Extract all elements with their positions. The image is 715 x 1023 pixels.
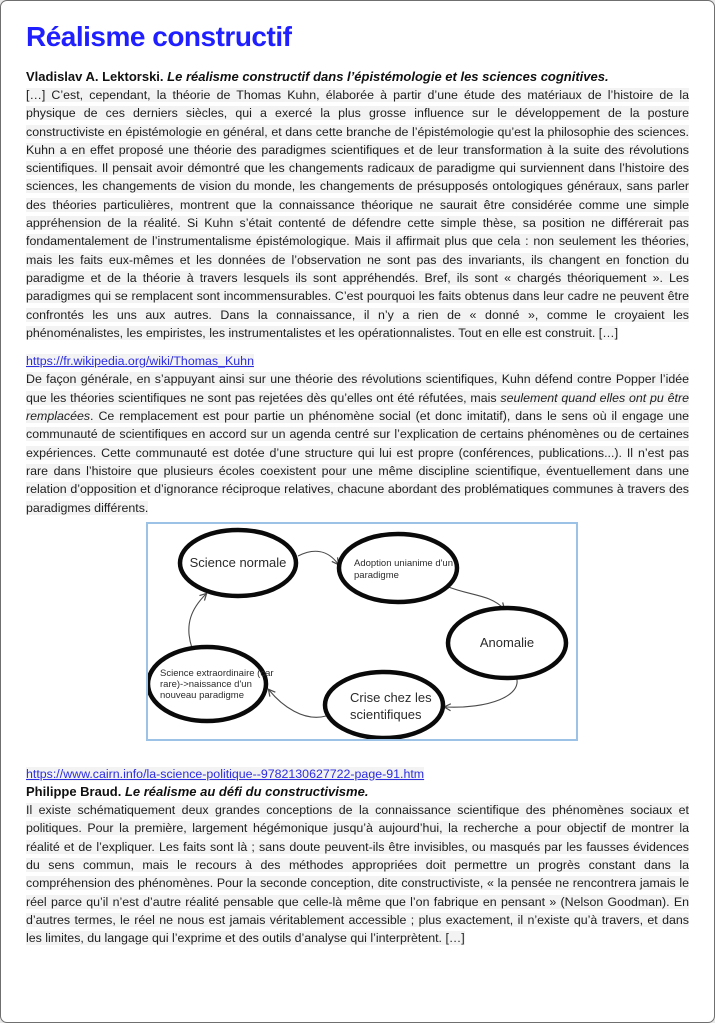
- cairn-link[interactable]: https://www.cairn.info/la-science-politique--9782130627722-page-91.htm: [26, 766, 425, 781]
- lektorski-author-name: Vladislav A. Lektorski.: [26, 69, 164, 84]
- adoption-paradigme-label-1: Adoption unianime d'un: [354, 557, 453, 569]
- lektorski-paragraph-text: […] C’est, cependant, la théorie de Thomas Kuhn, élaborée à partir d’une étude des matériaux de l’histoire de la physique de ces derniers siècles, qui a exercé la plus grosse influence sur le développement de la posture constructiviste en épistémologie en général, et dans cette branche de l’épistémologie qu’est la philosophie des sciences. Kuhn a en effet proposé une théorie des paradigmes scientifiques et de leur transformation à la suite des révolutions scientifiques. Il pensait avoir démontré que les changements radicaux de paradigme qui surviennent dans l’histoire des sciences, les changements de vision du monde, les changements de présupposés ontologiques généraux, sans parler des théories particulières, montrent que la connaissance théorique ne saurait être considérée comme une simple appréhension de la réalité. Si Kuhn s’était contenté de défendre cette simple thèse, sa position ne différerait pas fondamentalement de l’instrumentalisme épistémologique. Mais il affirmait plus que cela : non seulement les théories, mais les faits eux-mêmes et les données de l’observation ne sont pas des invariants, ils changent en fonction du paradigme et de la théorie à travers lesquels ils sont appréhendés. Bref, ils sont « chargés théoriquement ». Les paradigmes qui se remplacent sont incommensurables. C’est pourquoi les faits obtenus dans leur cadre ne peuvent être confrontés les uns aux autres. Dans la connaissance, il n’y a rien de « donné », comme le croyaient les phénoménalistes, les empiristes, les instrumentalistes et les opérationnalistes. Tout en elle est construit. […]: [26, 88, 689, 340]
- adoption-paradigme-label-2: paradigme: [354, 569, 399, 581]
- crise-label-1: Crise chez les: [350, 689, 432, 705]
- anomalie-label: Anomalie: [479, 634, 535, 650]
- wikipedia-link-line: [26, 352, 689, 370]
- crise-label-2: scientifiques: [350, 706, 422, 722]
- lektorski-paragraph: [26, 86, 689, 342]
- edge-adoption-to-anomalie: [446, 586, 504, 609]
- node-science-normale: [180, 530, 296, 596]
- science-normale-label: Science normale: [189, 554, 287, 570]
- kuhn-cycle-diagram: [146, 522, 578, 741]
- edge-normale-to-adoption: [298, 551, 338, 564]
- kuhn-paragraph-text: De façon générale, en s’appuyant ainsi sur une théorie des révolutions scientifiques, Kuhn défend contre Popper l’idée que les théories scientifiques ne sont pas rejetées dès qu’elles ont été réfutées, mais seulement quand elles ont pu être remplacées. Ce remplacement est pour partie un phénomène social (et donc imitatif), dans le sens où il engage une communauté de scientifiques en accord sur un agenda centré sur l’explication de certains phénomènes ou de certaines expériences. Cette communauté est dotée d’une structure qui lui est propre (conférences, publications...). Il n’est pas rare dans l’histoire que plusieurs écoles coexistent pour une même discipline scientifique, éventuellement dans une relation d’opposition et d’ignorance réciproque relatives, chacune abordant des problématiques communes à travers des paradigmes différents.: [26, 372, 689, 515]
- node-anomalie: [448, 608, 566, 678]
- science-extraordinaire-label-1: Science extraordinaire (car: [160, 667, 274, 679]
- wikipedia-link[interactable]: https://fr.wikipedia.org/wiki/Thomas_Kuhn: [26, 354, 254, 369]
- lektorski-author-line: [26, 68, 689, 86]
- braud-author-name: Philippe Braud.: [26, 784, 122, 800]
- node-science-extraordinaire: [148, 647, 274, 721]
- edge-anomalie-to-crise: [445, 676, 517, 707]
- science-extraordinaire-label-3: nouveau paradigme: [160, 689, 244, 701]
- science-extraordinaire-label-2: rare)->naissance d'un: [160, 678, 252, 690]
- lektorski-work-title: Le réalisme constructif dans l’épistémologie et les sciences cognitives.: [167, 69, 609, 84]
- cairn-link-line: [26, 765, 689, 783]
- edge-extraordinaire-to-normale: [189, 594, 206, 648]
- crise-ellipse: [325, 672, 443, 738]
- kuhn-paragraph: [26, 370, 689, 516]
- page-title: Réalisme constructif: [26, 21, 292, 52]
- edge-crise-to-extraordinaire: [269, 690, 326, 717]
- braud-author-line: [26, 783, 689, 801]
- node-crise-scientifiques: [325, 672, 443, 738]
- braud-paragraph-text: Il existe schématiquement deux grandes conceptions de la connaissance scientifique des phénomènes sociaux et politiques. Pour la première, largement hégémonique jusqu’à aujourd’hui, la recherche a pour objectif de montrer la réalité et de l’expliquer. Les faits sont là ; sans doute peuvent-ils être invisibles, ou masqués par les fausses évidences du sens commun, mais le recours à des méthodes appropriées doit permettre un progrès constant dans la compréhension des phénomènes. Pour la seconde conception, dite constructiviste, « la pensée ne rencontrera jamais le réel parce qu’il n’est d’autre réalité pensable que celle-là même que l’on fabrique en pensant » (Nelson Goodman). En d’autres termes, le réel ne nous est jamais véritablement accessible ; plus exactement, il n’existe qu’à travers, et dans les limites, du langage qui l’exprime et des outils d’analyse qui l’interprètent. […]: [26, 803, 689, 946]
- node-adoption-paradigme: [339, 534, 457, 602]
- kuhn-cycle-svg: [148, 524, 576, 739]
- braud-work-title: Le réalisme au défi du constructivisme.: [124, 784, 369, 800]
- braud-paragraph: [26, 801, 689, 947]
